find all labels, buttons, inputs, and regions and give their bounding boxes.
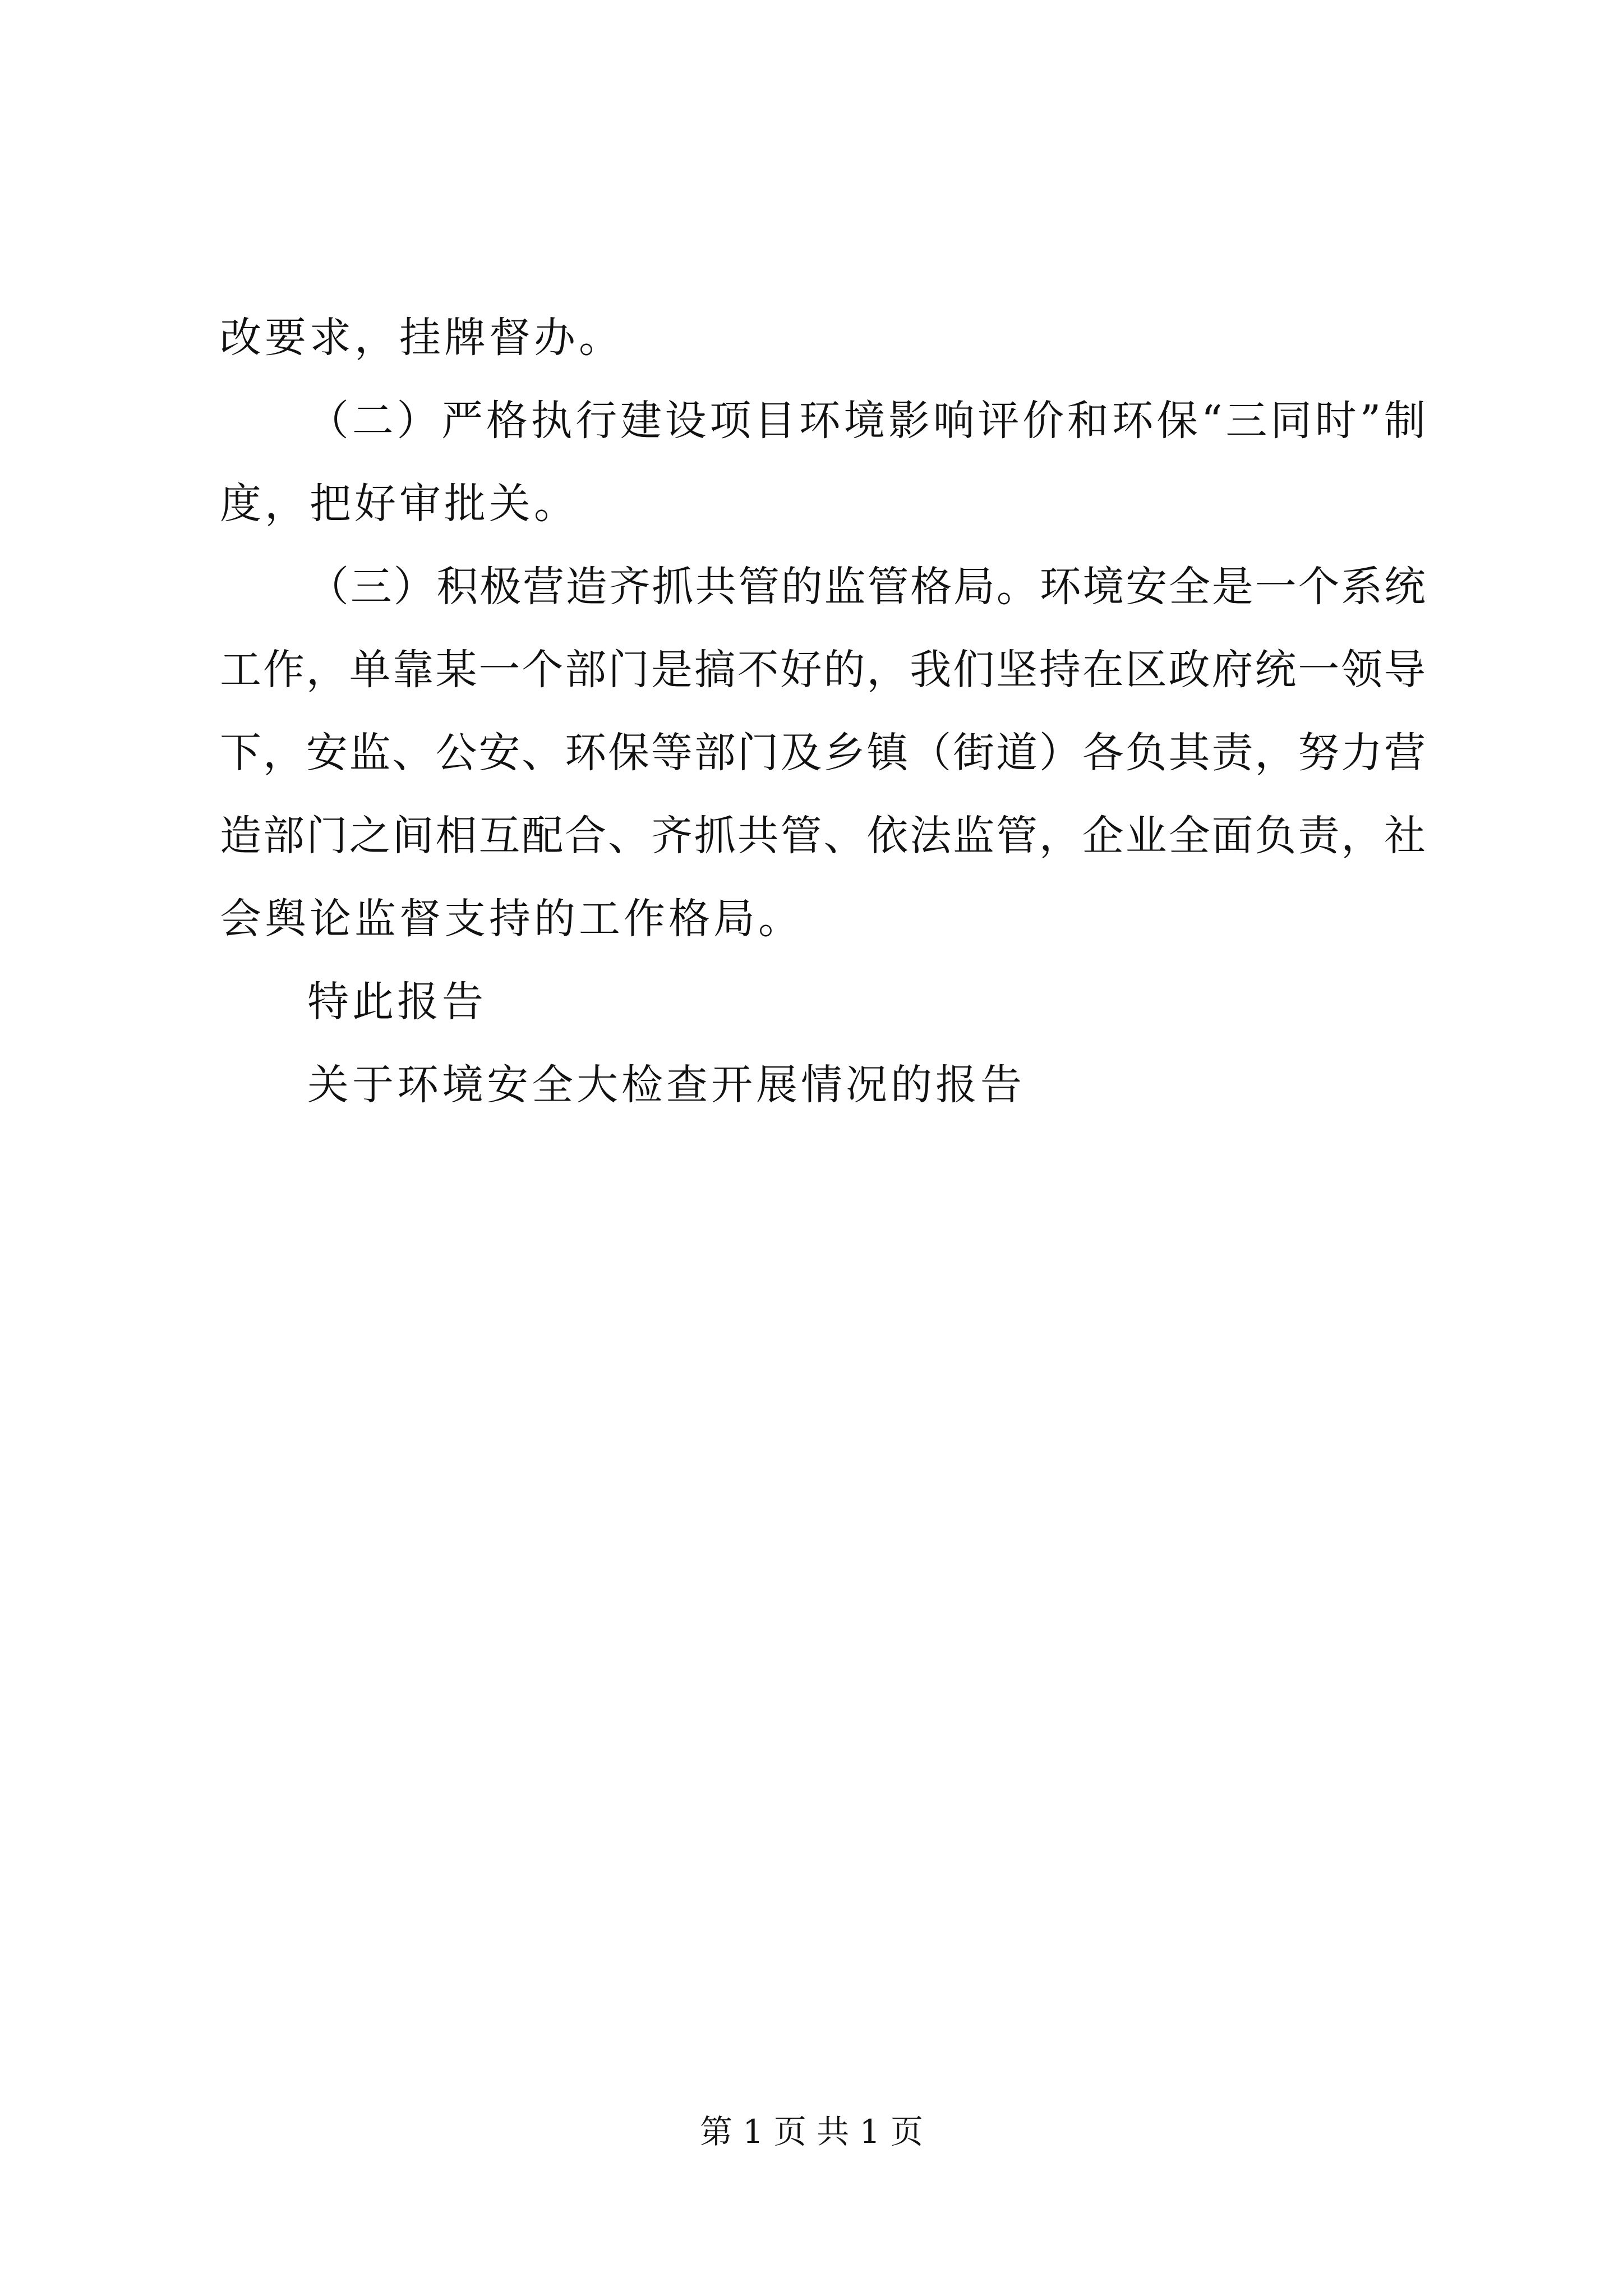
paragraph-line: 造部门之间相互配合、齐抓共管、依法监管，企业全面负责，社 bbox=[220, 812, 1426, 860]
report-title-line: 关于环境安全大检查开展情况的报告 bbox=[307, 1061, 1025, 1109]
page-footer: 第 1 页 共 1 页 bbox=[700, 2113, 923, 2151]
paragraph-line: 下，安监、公安、环保等部门及乡镇（街道）各负其责，努力营 bbox=[220, 729, 1426, 777]
paragraph-line: 度，把好审批关。 bbox=[220, 480, 579, 528]
paragraph-line: （三）积极营造齐抓共管的监管格局。环境安全是一个系统 bbox=[307, 563, 1426, 611]
paragraph-line: 工作，单靠某一个部门是搞不好的，我们坚持在区政府统一领导 bbox=[220, 646, 1426, 694]
paragraph-line: 改要求，挂牌督办。 bbox=[220, 314, 624, 362]
closing-line: 特此报告 bbox=[307, 978, 487, 1026]
paragraph-line: 会舆论监督支持的工作格局。 bbox=[220, 895, 803, 943]
paragraph-line: （二）严格执行建设项目环境影响评价和环保“三同时”制 bbox=[307, 397, 1426, 445]
